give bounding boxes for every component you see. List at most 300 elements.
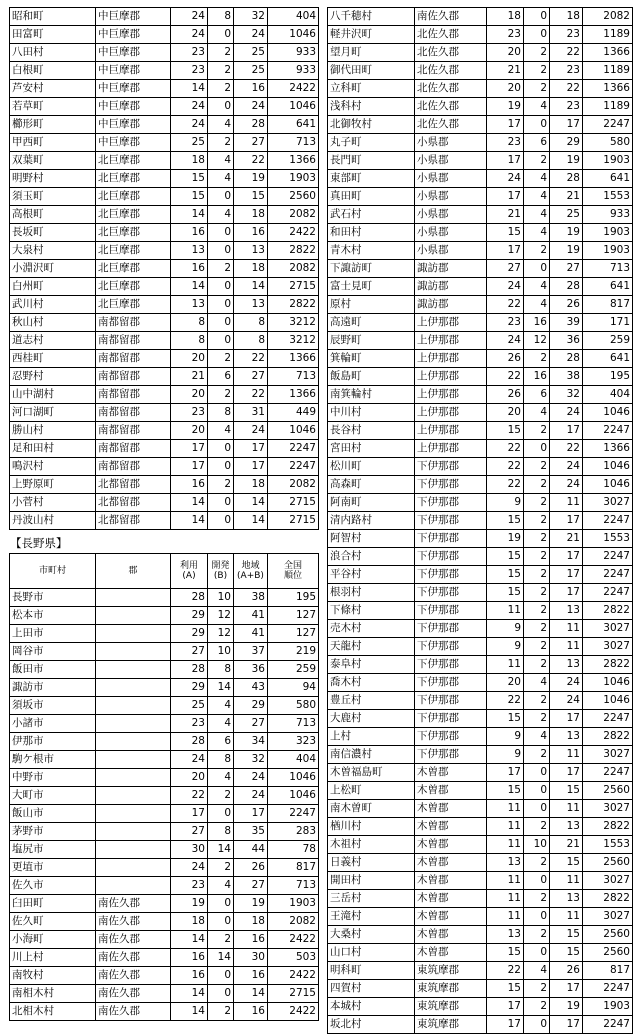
cell-value: 0: [524, 800, 550, 818]
cell-municipality: 佐久市: [10, 877, 96, 895]
cell-district: 小県郡: [415, 170, 487, 188]
cell-municipality: 双葉町: [10, 152, 96, 170]
cell-value: 20: [487, 44, 524, 62]
cell-value: 16: [234, 931, 268, 949]
cell-value: 21: [550, 188, 583, 206]
table-row: [328, 620, 633, 638]
cell-value: 2560: [268, 188, 319, 206]
cell-value: 19: [550, 152, 583, 170]
cell-value: 933: [268, 62, 319, 80]
cell-value: 2: [208, 1003, 234, 1021]
cell-value: 1189: [583, 62, 633, 80]
cell-value: 641: [268, 116, 319, 134]
cell-value: 16: [524, 314, 550, 332]
cell-district: 北巨摩郡: [96, 206, 171, 224]
cell-value: 11: [487, 800, 524, 818]
cell-value: 1189: [583, 26, 633, 44]
table-row: [10, 332, 319, 350]
cell-value: 4: [524, 296, 550, 314]
cell-value: 14: [208, 841, 234, 859]
cell-value: 24: [487, 332, 524, 350]
cell-value: 27: [171, 643, 208, 661]
table-row: [10, 787, 319, 805]
cell-value: 28: [550, 278, 583, 296]
cell-value: 78: [268, 841, 319, 859]
cell-value: 449: [268, 404, 319, 422]
table-row: [10, 242, 319, 260]
cell-municipality: 佐久町: [10, 913, 96, 931]
cell-municipality: 白州町: [10, 278, 96, 296]
table-row: [328, 1016, 633, 1034]
cell-municipality: 浅科村: [328, 98, 415, 116]
cell-municipality: 中川村: [328, 404, 415, 422]
cell-value: 1903: [583, 998, 633, 1016]
cell-district: 小県郡: [415, 206, 487, 224]
cell-value: 0: [208, 805, 234, 823]
cell-district: 東筑摩郡: [415, 962, 487, 980]
cell-value: 0: [208, 332, 234, 350]
table-row: [10, 967, 319, 985]
cell-municipality: 岡谷市: [10, 643, 96, 661]
cell-value: 22: [550, 44, 583, 62]
cell-district: 木曽郡: [415, 926, 487, 944]
cell-value: 17: [550, 512, 583, 530]
cell-value: 2: [208, 931, 234, 949]
cell-value: 641: [583, 350, 633, 368]
cell-value: 18: [171, 152, 208, 170]
cell-value: 11: [550, 908, 583, 926]
cell-value: 17: [171, 458, 208, 476]
cell-value: 9: [487, 494, 524, 512]
table-row: [10, 296, 319, 314]
table-row: [328, 152, 633, 170]
cell-district: 下伊那郡: [415, 674, 487, 692]
cell-municipality: 山口村: [328, 944, 415, 962]
cell-value: 1366: [583, 80, 633, 98]
cell-district: 中巨摩郡: [96, 116, 171, 134]
table-row: [328, 440, 633, 458]
cell-value: 15: [550, 854, 583, 872]
cell-value: 3027: [583, 746, 633, 764]
cell-value: 8: [171, 314, 208, 332]
cell-district: 下伊那郡: [415, 602, 487, 620]
table-row: [10, 8, 319, 26]
cell-value: 0: [524, 764, 550, 782]
cell-district: [96, 625, 171, 643]
cell-value: 17: [550, 566, 583, 584]
cell-value: 1046: [268, 98, 319, 116]
cell-value: 2247: [583, 764, 633, 782]
table-row: [10, 476, 319, 494]
cell-value: 2822: [583, 818, 633, 836]
cell-value: 9: [487, 620, 524, 638]
cell-value: 2247: [583, 1016, 633, 1034]
cell-value: 24: [550, 476, 583, 494]
cell-municipality: 武石村: [328, 206, 415, 224]
cell-district: 北巨摩郡: [96, 224, 171, 242]
cell-value: 14: [171, 512, 208, 530]
cell-municipality: 須坂市: [10, 697, 96, 715]
cell-district: 木曽郡: [415, 764, 487, 782]
cell-value: 24: [171, 859, 208, 877]
cell-value: 2247: [583, 566, 633, 584]
table-row: [10, 949, 319, 967]
cell-value: 9: [487, 728, 524, 746]
cell-value: 1189: [583, 98, 633, 116]
cell-district: 下伊那郡: [415, 494, 487, 512]
cell-district: 南佐久郡: [96, 985, 171, 1003]
table-row: [10, 1003, 319, 1021]
cell-value: 23: [550, 26, 583, 44]
cell-district: 諏訪郡: [415, 296, 487, 314]
cell-value: 2: [524, 926, 550, 944]
cell-value: 19: [487, 98, 524, 116]
table-row: [328, 566, 633, 584]
cell-value: 18: [234, 476, 268, 494]
cell-value: 1903: [268, 170, 319, 188]
table-row: [10, 62, 319, 80]
cell-value: 4: [208, 116, 234, 134]
cell-value: 2560: [583, 782, 633, 800]
cell-municipality: 高遠町: [328, 314, 415, 332]
table-row: [10, 314, 319, 332]
cell-value: 20: [171, 769, 208, 787]
cell-district: 北佐久郡: [415, 26, 487, 44]
cell-district: 上伊那郡: [415, 332, 487, 350]
cell-value: 2422: [268, 224, 319, 242]
cell-district: 南佐久郡: [415, 8, 487, 26]
cell-value: 404: [583, 386, 633, 404]
cell-value: 4: [208, 206, 234, 224]
table-a-body: [10, 8, 319, 530]
cell-value: 641: [583, 170, 633, 188]
table-row: [10, 859, 319, 877]
cell-value: 24: [234, 26, 268, 44]
cell-value: 15: [487, 782, 524, 800]
cell-value: 17: [550, 116, 583, 134]
cell-value: 2: [524, 80, 550, 98]
cell-value: 17: [550, 584, 583, 602]
cell-district: [96, 661, 171, 679]
cell-district: 下伊那郡: [415, 638, 487, 656]
cell-value: 2082: [268, 260, 319, 278]
cell-value: 2: [208, 386, 234, 404]
cell-value: 4: [524, 170, 550, 188]
cell-municipality: 本城村: [328, 998, 415, 1016]
table-row: [328, 350, 633, 368]
table-row: [328, 926, 633, 944]
cell-value: 22: [234, 152, 268, 170]
cell-value: 2: [524, 584, 550, 602]
cell-value: 24: [171, 98, 208, 116]
cell-value: 2: [524, 692, 550, 710]
cell-value: 15: [487, 512, 524, 530]
cell-value: 580: [268, 697, 319, 715]
cell-municipality: 甲西町: [10, 134, 96, 152]
cell-value: 219: [268, 643, 319, 661]
cell-value: 13: [234, 296, 268, 314]
cell-value: 4: [524, 674, 550, 692]
cell-value: 8: [234, 332, 268, 350]
cell-municipality: 武川村: [10, 296, 96, 314]
cell-municipality: 長野市: [10, 589, 96, 607]
cell-district: [96, 607, 171, 625]
cell-value: 32: [550, 386, 583, 404]
header-dev: 開発 (B): [208, 554, 234, 589]
table-row: [328, 242, 633, 260]
cell-value: 26: [550, 962, 583, 980]
cell-value: 28: [234, 116, 268, 134]
cell-district: 下伊那郡: [415, 692, 487, 710]
cell-value: 3027: [583, 638, 633, 656]
cell-municipality: 飯島町: [328, 368, 415, 386]
cell-value: 15: [550, 926, 583, 944]
cell-value: 0: [208, 188, 234, 206]
cell-municipality: 南牧村: [10, 967, 96, 985]
cell-value: 17: [171, 805, 208, 823]
table-row: [328, 386, 633, 404]
cell-district: [96, 589, 171, 607]
cell-value: 22: [171, 787, 208, 805]
cell-value: 3212: [268, 332, 319, 350]
cell-municipality: 和田村: [328, 224, 415, 242]
cell-value: 2: [524, 566, 550, 584]
section-title: 【長野県】: [10, 536, 68, 550]
cell-value: 14: [234, 512, 268, 530]
cell-value: 14: [171, 494, 208, 512]
cell-value: 2082: [268, 206, 319, 224]
cell-municipality: 四賀村: [328, 980, 415, 998]
table-row: [10, 440, 319, 458]
table-row: [10, 841, 319, 859]
cell-municipality: 丹波山村: [10, 512, 96, 530]
cell-value: 2247: [583, 422, 633, 440]
cell-value: 19: [234, 170, 268, 188]
cell-district: 北巨摩郡: [96, 152, 171, 170]
cell-value: 20: [487, 674, 524, 692]
cell-value: 23: [487, 134, 524, 152]
cell-value: 2: [524, 62, 550, 80]
table-row: [328, 116, 633, 134]
cell-value: 1046: [268, 769, 319, 787]
cell-value: 21: [487, 206, 524, 224]
cell-municipality: 箕輪町: [328, 350, 415, 368]
cell-value: 26: [487, 386, 524, 404]
cell-value: 14: [171, 931, 208, 949]
cell-district: 木曽郡: [415, 782, 487, 800]
cell-district: [96, 877, 171, 895]
cell-value: 2: [524, 890, 550, 908]
cell-municipality: 芦安村: [10, 80, 96, 98]
cell-value: 0: [208, 242, 234, 260]
cell-municipality: 高森町: [328, 476, 415, 494]
cell-value: 0: [208, 224, 234, 242]
cell-value: 14: [171, 206, 208, 224]
table-header-row: [10, 554, 319, 589]
cell-value: 2: [524, 530, 550, 548]
cell-district: [96, 715, 171, 733]
cell-municipality: 北相木村: [10, 1003, 96, 1021]
cell-value: 4: [524, 962, 550, 980]
cell-value: 8: [171, 332, 208, 350]
table-row: [10, 679, 319, 697]
cell-municipality: 真田町: [328, 188, 415, 206]
table-row: [10, 895, 319, 913]
table-row: [328, 170, 633, 188]
cell-municipality: 阿南町: [328, 494, 415, 512]
cell-value: 0: [524, 782, 550, 800]
cell-district: 中巨摩郡: [96, 8, 171, 26]
table-nagano: [9, 553, 319, 1021]
cell-value: 8: [234, 314, 268, 332]
cell-value: 0: [208, 913, 234, 931]
cell-value: 14: [208, 679, 234, 697]
cell-value: 13: [550, 728, 583, 746]
table-row: [328, 62, 633, 80]
cell-district: [96, 751, 171, 769]
table-row: [328, 656, 633, 674]
cell-district: 上伊那郡: [415, 386, 487, 404]
cell-value: 14: [208, 949, 234, 967]
cell-value: 2: [208, 859, 234, 877]
table-row: [10, 733, 319, 751]
cell-municipality: 喬木村: [328, 674, 415, 692]
cell-district: 北巨摩郡: [96, 278, 171, 296]
cell-municipality: 長門町: [328, 152, 415, 170]
cell-district: 木曽郡: [415, 854, 487, 872]
cell-value: 6: [524, 134, 550, 152]
cell-value: 1903: [583, 152, 633, 170]
cell-district: 下伊那郡: [415, 548, 487, 566]
table-row: [10, 877, 319, 895]
cell-value: 17: [234, 458, 268, 476]
cell-value: 2: [524, 548, 550, 566]
header-region: 地域 (A+B): [234, 554, 268, 589]
cell-value: 2: [524, 998, 550, 1016]
cell-value: 0: [208, 278, 234, 296]
cell-value: 17: [550, 422, 583, 440]
cell-district: [96, 823, 171, 841]
cell-value: 27: [550, 260, 583, 278]
cell-value: 580: [583, 134, 633, 152]
cell-district: 上伊那郡: [415, 422, 487, 440]
cell-value: 641: [583, 278, 633, 296]
cell-district: 北佐久郡: [415, 44, 487, 62]
table-row: [328, 332, 633, 350]
cell-value: 29: [171, 625, 208, 643]
table-row: [328, 224, 633, 242]
cell-value: 18: [234, 913, 268, 931]
cell-value: 2247: [268, 458, 319, 476]
cell-district: 下伊那郡: [415, 620, 487, 638]
cell-municipality: 更埴市: [10, 859, 96, 877]
table-row: [10, 931, 319, 949]
cell-value: 27: [487, 260, 524, 278]
cell-district: 上伊那郡: [415, 350, 487, 368]
cell-municipality: 大鹿村: [328, 710, 415, 728]
cell-value: 14: [234, 985, 268, 1003]
cell-value: 1366: [583, 44, 633, 62]
cell-value: 15: [487, 548, 524, 566]
table-yamanashi-continued: [9, 7, 319, 530]
cell-value: 2: [208, 260, 234, 278]
cell-value: 4: [524, 98, 550, 116]
cell-municipality: 足和田村: [10, 440, 96, 458]
cell-municipality: 長谷村: [328, 422, 415, 440]
cell-value: 16: [524, 368, 550, 386]
cell-value: 0: [524, 440, 550, 458]
cell-municipality: 木祖村: [328, 836, 415, 854]
cell-value: 1903: [583, 242, 633, 260]
table-row: [328, 944, 633, 962]
cell-district: [96, 859, 171, 877]
cell-value: 12: [524, 332, 550, 350]
cell-municipality: 北御牧村: [328, 116, 415, 134]
cell-value: 11: [487, 872, 524, 890]
cell-value: 1903: [583, 224, 633, 242]
cell-value: 15: [171, 188, 208, 206]
cell-value: 195: [583, 368, 633, 386]
table-row: [10, 404, 319, 422]
cell-district: 北佐久郡: [415, 116, 487, 134]
cell-district: 南都留郡: [96, 332, 171, 350]
cell-value: 4: [524, 404, 550, 422]
cell-value: 27: [234, 715, 268, 733]
cell-value: 4: [524, 278, 550, 296]
cell-value: 1046: [268, 787, 319, 805]
cell-value: 2: [208, 787, 234, 805]
cell-value: 2: [524, 620, 550, 638]
cell-municipality: 木曽福島町: [328, 764, 415, 782]
cell-municipality: 南相木村: [10, 985, 96, 1003]
cell-value: 17: [234, 805, 268, 823]
table-row: [328, 368, 633, 386]
cell-value: 22: [550, 80, 583, 98]
cell-value: 16: [234, 967, 268, 985]
cell-value: 25: [234, 62, 268, 80]
cell-value: 817: [583, 296, 633, 314]
cell-value: 24: [550, 674, 583, 692]
cell-value: 22: [487, 296, 524, 314]
cell-value: 23: [171, 877, 208, 895]
cell-value: 0: [524, 26, 550, 44]
cell-value: 0: [208, 967, 234, 985]
table-row: [10, 350, 319, 368]
table-row: [328, 206, 633, 224]
cell-value: 2422: [268, 967, 319, 985]
cell-district: 北巨摩郡: [96, 296, 171, 314]
cell-value: 933: [583, 206, 633, 224]
cell-district: 南都留郡: [96, 386, 171, 404]
cell-district: 北佐久郡: [415, 80, 487, 98]
cell-value: 25: [234, 44, 268, 62]
header-rank: 全国 順位: [268, 554, 319, 589]
cell-value: 21: [550, 836, 583, 854]
cell-value: 22: [234, 386, 268, 404]
cell-value: 44: [234, 841, 268, 859]
cell-district: [96, 787, 171, 805]
cell-value: 36: [550, 332, 583, 350]
table-row: [10, 188, 319, 206]
cell-value: 21: [171, 368, 208, 386]
cell-district: 中巨摩郡: [96, 98, 171, 116]
table-row: [328, 260, 633, 278]
cell-municipality: 楢川村: [328, 818, 415, 836]
cell-value: 2715: [268, 278, 319, 296]
cell-value: 17: [487, 998, 524, 1016]
cell-value: 4: [208, 715, 234, 733]
header-district: 郡: [96, 554, 171, 589]
